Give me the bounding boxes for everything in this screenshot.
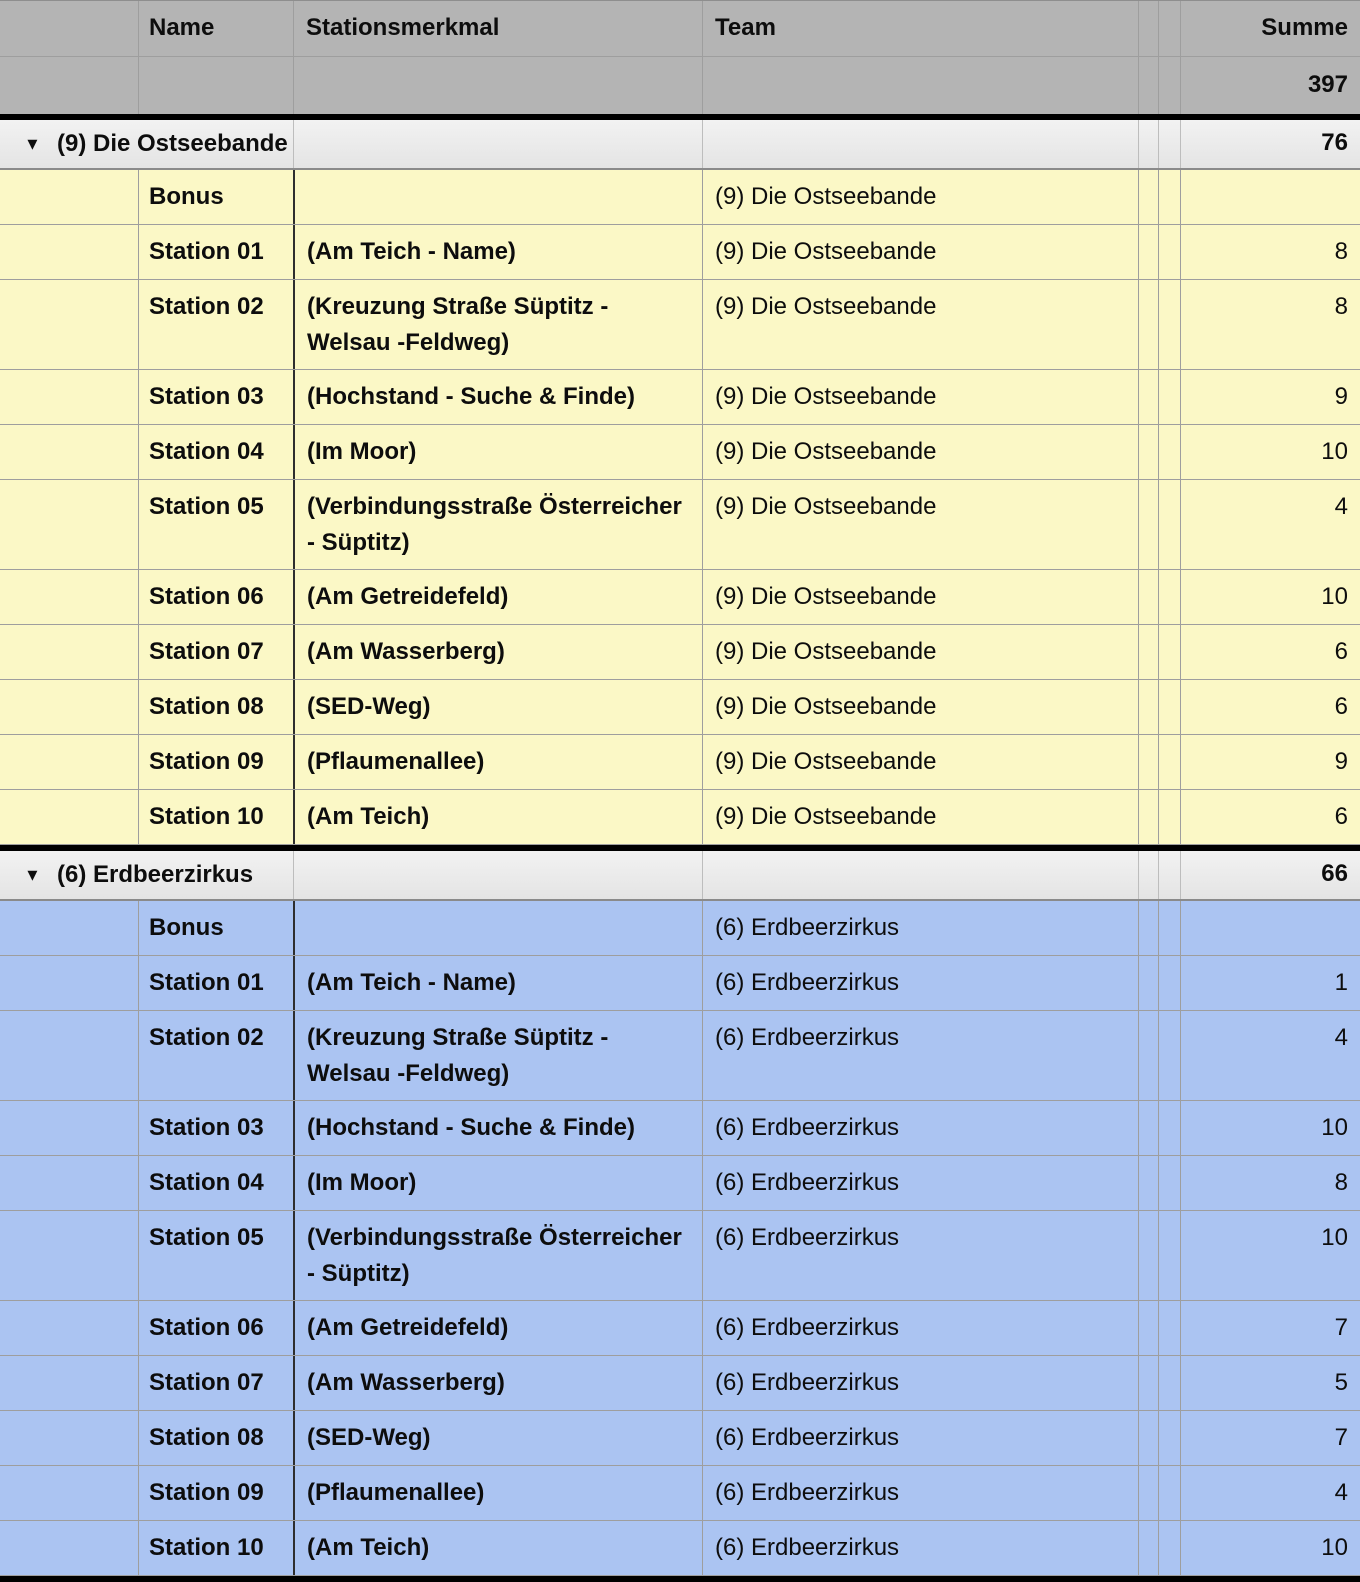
summe-cell[interactable]: 1: [1180, 956, 1360, 1010]
stationsmerkmal-cell[interactable]: (Am Teich - Name): [293, 225, 702, 279]
spacer-cell[interactable]: [1158, 570, 1180, 624]
stationsmerkmal-cell[interactable]: (Hochstand - Suche & Finde): [293, 370, 702, 424]
stationsmerkmal-cell[interactable]: (Verbindungsstraße Österreicher - Süptitz): [293, 1211, 702, 1300]
name-cell[interactable]: Station 08: [138, 1411, 293, 1465]
table-row: [0, 1356, 1360, 1411]
row-handle-cell[interactable]: [0, 425, 138, 479]
stationsmerkmal-cell[interactable]: [293, 170, 702, 224]
column-header-name[interactable]: Name: [138, 1, 293, 56]
stationsmerkmal-cell[interactable]: (Am Teich): [293, 790, 702, 844]
team-cell[interactable]: (6) Erdbeerzirkus: [702, 1411, 1138, 1465]
team-cell[interactable]: (9) Die Ostseebande: [702, 680, 1138, 734]
summe-cell[interactable]: 10: [1180, 570, 1360, 624]
stationsmerkmal-cell[interactable]: [293, 901, 702, 955]
stationsmerkmal-cell[interactable]: (Pflaumenallee): [293, 1466, 702, 1520]
summe-cell[interactable]: [1180, 901, 1360, 955]
spacer-cell[interactable]: [1158, 1356, 1180, 1410]
group-stationsmerkmal-cell[interactable]: [293, 851, 702, 899]
name-cell[interactable]: Station 01: [138, 956, 293, 1010]
name-cell[interactable]: Station 01: [138, 225, 293, 279]
summe-cell[interactable]: 4: [1180, 1011, 1360, 1100]
disclosure-triangle-icon[interactable]: ▼: [24, 865, 41, 885]
spacer-cell[interactable]: [1138, 1356, 1158, 1410]
column-header-spacer1[interactable]: [1138, 1, 1158, 56]
row-handle-cell[interactable]: [0, 1521, 138, 1575]
name-cell[interactable]: Station 09: [138, 735, 293, 789]
spacer-cell[interactable]: [1138, 1301, 1158, 1355]
stationsmerkmal-cell[interactable]: (Am Wasserberg): [293, 1356, 702, 1410]
stationsmerkmal-cell[interactable]: (Am Wasserberg): [293, 625, 702, 679]
group-spacer-cell[interactable]: [1138, 120, 1158, 168]
spacer-cell[interactable]: [1138, 170, 1158, 224]
table-header-row: [0, 1, 1360, 57]
group-spacer-cell[interactable]: [1158, 851, 1180, 899]
name-cell[interactable]: Station 05: [138, 480, 293, 569]
spacer-cell[interactable]: [1138, 225, 1158, 279]
group-header-row[interactable]: [0, 851, 1360, 901]
spacer-cell[interactable]: [1138, 370, 1158, 424]
name-cell[interactable]: Station 10: [138, 790, 293, 844]
stationsmerkmal-cell[interactable]: (Verbindungsstraße Österreicher - Süptitz): [293, 480, 702, 569]
spacer-cell[interactable]: [1138, 790, 1158, 844]
spacer-cell[interactable]: [1158, 790, 1180, 844]
column-header-spacer2[interactable]: [1158, 1, 1180, 56]
summe-cell[interactable]: 8: [1180, 1156, 1360, 1210]
group-stationsmerkmal-cell[interactable]: [293, 120, 702, 168]
team-cell[interactable]: (6) Erdbeerzirkus: [702, 956, 1138, 1010]
spacer-cell[interactable]: [1158, 480, 1180, 569]
team-cell[interactable]: (6) Erdbeerzirkus: [702, 1211, 1138, 1300]
spacer-cell[interactable]: [1158, 901, 1180, 955]
total-name-cell[interactable]: [138, 57, 293, 114]
team-cell[interactable]: (9) Die Ostseebande: [702, 425, 1138, 479]
group-sum-cell[interactable]: 76: [1180, 120, 1360, 168]
spacer-cell[interactable]: [1138, 1156, 1158, 1210]
stationsmerkmal-cell[interactable]: (SED-Weg): [293, 680, 702, 734]
group-spacer-cell[interactable]: [1138, 851, 1158, 899]
table-row: [0, 735, 1360, 790]
stationsmerkmal-cell[interactable]: (Am Teich - Name): [293, 956, 702, 1010]
group-header-row[interactable]: [0, 120, 1360, 170]
total-spacer-cell[interactable]: [1158, 57, 1180, 114]
team-cell[interactable]: (6) Erdbeerzirkus: [702, 1466, 1138, 1520]
spacer-cell[interactable]: [1158, 735, 1180, 789]
summe-cell[interactable]: 7: [1180, 1301, 1360, 1355]
stationsmerkmal-cell[interactable]: (SED-Weg): [293, 1411, 702, 1465]
name-cell[interactable]: Station 02: [138, 1011, 293, 1100]
summe-cell[interactable]: 5: [1180, 1356, 1360, 1410]
spacer-cell[interactable]: [1138, 480, 1158, 569]
summe-cell[interactable]: [1180, 170, 1360, 224]
summe-cell[interactable]: 10: [1180, 425, 1360, 479]
team-cell[interactable]: (6) Erdbeerzirkus: [702, 901, 1138, 955]
row-handle-cell[interactable]: [0, 956, 138, 1010]
row-handle-cell[interactable]: [0, 1156, 138, 1210]
stationsmerkmal-cell[interactable]: (Am Getreidefeld): [293, 1301, 702, 1355]
section-divider-bar: [0, 1576, 1360, 1582]
group-rows: [0, 170, 1360, 845]
summe-cell[interactable]: 10: [1180, 1211, 1360, 1300]
name-cell[interactable]: Station 03: [138, 370, 293, 424]
group-title-cell[interactable]: [0, 851, 293, 899]
table-row: [0, 1301, 1360, 1356]
spacer-cell[interactable]: [1158, 1411, 1180, 1465]
name-cell[interactable]: Station 05: [138, 1211, 293, 1300]
team-cell[interactable]: (6) Erdbeerzirkus: [702, 1101, 1138, 1155]
table-row: [0, 370, 1360, 425]
summe-cell[interactable]: 9: [1180, 370, 1360, 424]
table-groups-container: [0, 120, 1360, 1582]
table-row: [0, 570, 1360, 625]
team-cell[interactable]: (9) Die Ostseebande: [702, 790, 1138, 844]
group-rows: [0, 901, 1360, 1576]
spacer-cell[interactable]: [1158, 956, 1180, 1010]
team-cell[interactable]: (6) Erdbeerzirkus: [702, 1301, 1138, 1355]
team-cell[interactable]: (6) Erdbeerzirkus: [702, 1011, 1138, 1100]
table-row: [0, 1101, 1360, 1156]
column-header-summe[interactable]: Summe: [1180, 1, 1360, 56]
spacer-cell[interactable]: [1138, 1101, 1158, 1155]
group-team-cell[interactable]: [702, 851, 1138, 899]
table-row: [0, 425, 1360, 480]
column-header-row-handle[interactable]: [0, 1, 138, 56]
total-stationsmerkmal-cell[interactable]: [293, 57, 702, 114]
spacer-cell[interactable]: [1138, 680, 1158, 734]
spacer-cell[interactable]: [1158, 425, 1180, 479]
row-handle-cell[interactable]: [0, 735, 138, 789]
row-handle-cell[interactable]: [0, 570, 138, 624]
spacer-cell[interactable]: [1138, 1411, 1158, 1465]
column-header-stationsmerkmal[interactable]: Stationsmerkmal: [293, 1, 702, 56]
row-handle-cell[interactable]: [0, 370, 138, 424]
total-spacer-cell[interactable]: [1138, 57, 1158, 114]
team-cell[interactable]: (9) Die Ostseebande: [702, 735, 1138, 789]
spacer-cell[interactable]: [1138, 1466, 1158, 1520]
column-header-team[interactable]: Team: [702, 1, 1138, 56]
table-row: [0, 1211, 1360, 1301]
table-group: [0, 120, 1360, 851]
team-cell[interactable]: (9) Die Ostseebande: [702, 370, 1138, 424]
group-title: (9) Die Ostseebande: [57, 130, 288, 157]
spacer-cell[interactable]: [1138, 901, 1158, 955]
table-row: [0, 280, 1360, 370]
spacer-cell[interactable]: [1138, 625, 1158, 679]
row-handle-cell[interactable]: [0, 280, 138, 369]
group-title-cell[interactable]: [0, 120, 293, 168]
spacer-cell[interactable]: [1158, 225, 1180, 279]
table-row: [0, 901, 1360, 956]
row-handle-cell[interactable]: [0, 480, 138, 569]
team-cell[interactable]: (6) Erdbeerzirkus: [702, 1521, 1138, 1575]
name-cell[interactable]: Station 07: [138, 1356, 293, 1410]
table-row: [0, 1521, 1360, 1576]
total-summe-cell[interactable]: 397: [1180, 57, 1360, 114]
spacer-cell[interactable]: [1158, 1301, 1180, 1355]
summe-cell[interactable]: 4: [1180, 480, 1360, 569]
name-cell[interactable]: Station 04: [138, 1156, 293, 1210]
row-handle-cell[interactable]: [0, 901, 138, 955]
group-sum-cell[interactable]: 66: [1180, 851, 1360, 899]
row-handle-cell[interactable]: [0, 790, 138, 844]
name-cell[interactable]: Station 06: [138, 1301, 293, 1355]
spacer-cell[interactable]: [1158, 680, 1180, 734]
row-handle-cell[interactable]: [0, 625, 138, 679]
name-cell[interactable]: Bonus: [138, 901, 293, 955]
table-row: [0, 680, 1360, 735]
spacer-cell[interactable]: [1138, 280, 1158, 369]
group-team-cell[interactable]: [702, 120, 1138, 168]
row-handle-cell[interactable]: [0, 1466, 138, 1520]
summe-cell[interactable]: 7: [1180, 1411, 1360, 1465]
table-row: [0, 625, 1360, 680]
team-cell[interactable]: (6) Erdbeerzirkus: [702, 1156, 1138, 1210]
table-row: [0, 790, 1360, 845]
row-handle-cell[interactable]: [0, 170, 138, 224]
name-cell[interactable]: Station 03: [138, 1101, 293, 1155]
row-handle-cell[interactable]: [0, 1356, 138, 1410]
row-handle-cell[interactable]: [0, 1411, 138, 1465]
team-cell[interactable]: (9) Die Ostseebande: [702, 280, 1138, 369]
name-cell[interactable]: Bonus: [138, 170, 293, 224]
summe-cell[interactable]: 6: [1180, 790, 1360, 844]
team-cell[interactable]: (9) Die Ostseebande: [702, 625, 1138, 679]
name-cell[interactable]: Station 10: [138, 1521, 293, 1575]
stationsmerkmal-cell[interactable]: (Kreuzung Straße Süptitz - Welsau -Feldweg): [293, 1011, 702, 1100]
stationsmerkmal-cell[interactable]: (Am Getreidefeld): [293, 570, 702, 624]
spacer-cell[interactable]: [1138, 1011, 1158, 1100]
row-handle-cell[interactable]: [0, 225, 138, 279]
row-handle-cell[interactable]: [0, 1101, 138, 1155]
group-spacer-cell[interactable]: [1158, 120, 1180, 168]
table-row: [0, 225, 1360, 280]
spacer-cell[interactable]: [1158, 280, 1180, 369]
table-row: [0, 1466, 1360, 1521]
team-cell[interactable]: (9) Die Ostseebande: [702, 225, 1138, 279]
stationsmerkmal-cell[interactable]: (Im Moor): [293, 425, 702, 479]
row-handle-cell[interactable]: [0, 1301, 138, 1355]
disclosure-triangle-icon[interactable]: ▼: [24, 134, 41, 154]
name-cell[interactable]: Station 04: [138, 425, 293, 479]
group-title: (6) Erdbeerzirkus: [57, 861, 254, 888]
stationsmerkmal-cell[interactable]: (Kreuzung Straße Süptitz - Welsau -Feldweg): [293, 280, 702, 369]
summe-cell[interactable]: 4: [1180, 1466, 1360, 1520]
spacer-cell[interactable]: [1138, 425, 1158, 479]
table-row: [0, 1411, 1360, 1466]
team-cell[interactable]: (6) Erdbeerzirkus: [702, 1356, 1138, 1410]
table-group: [0, 851, 1360, 1582]
spacer-cell[interactable]: [1158, 1156, 1180, 1210]
name-cell[interactable]: Station 06: [138, 570, 293, 624]
spacer-cell[interactable]: [1138, 1211, 1158, 1300]
spacer-cell[interactable]: [1158, 1101, 1180, 1155]
table-row: [0, 170, 1360, 225]
summe-cell[interactable]: 10: [1180, 1101, 1360, 1155]
spacer-cell[interactable]: [1158, 170, 1180, 224]
row-handle-cell[interactable]: [0, 680, 138, 734]
spacer-cell[interactable]: [1158, 1011, 1180, 1100]
name-cell[interactable]: Station 09: [138, 1466, 293, 1520]
table-row: [0, 480, 1360, 570]
row-handle-cell[interactable]: [0, 1211, 138, 1300]
total-team-cell[interactable]: [702, 57, 1138, 114]
summe-cell[interactable]: 8: [1180, 280, 1360, 369]
spacer-cell[interactable]: [1138, 956, 1158, 1010]
summe-cell[interactable]: 8: [1180, 225, 1360, 279]
stationsmerkmal-cell[interactable]: (Am Teich): [293, 1521, 702, 1575]
spacer-cell[interactable]: [1158, 370, 1180, 424]
summe-cell[interactable]: 10: [1180, 1521, 1360, 1575]
total-row-handle-cell[interactable]: [0, 57, 138, 114]
team-cell[interactable]: (9) Die Ostseebande: [702, 170, 1138, 224]
team-cell[interactable]: (9) Die Ostseebande: [702, 480, 1138, 569]
summe-cell[interactable]: 6: [1180, 680, 1360, 734]
row-handle-cell[interactable]: [0, 1011, 138, 1100]
spacer-cell[interactable]: [1138, 570, 1158, 624]
summe-cell[interactable]: 6: [1180, 625, 1360, 679]
spacer-cell[interactable]: [1158, 1211, 1180, 1300]
stationsmerkmal-cell[interactable]: (Im Moor): [293, 1156, 702, 1210]
table-row: [0, 1011, 1360, 1101]
team-cell[interactable]: (9) Die Ostseebande: [702, 570, 1138, 624]
spacer-cell[interactable]: [1158, 625, 1180, 679]
spacer-cell[interactable]: [1158, 1466, 1180, 1520]
name-cell[interactable]: Station 08: [138, 680, 293, 734]
spacer-cell[interactable]: [1158, 1521, 1180, 1575]
table-row: [0, 956, 1360, 1011]
stationsmerkmal-cell[interactable]: (Hochstand - Suche & Finde): [293, 1101, 702, 1155]
summe-cell[interactable]: 9: [1180, 735, 1360, 789]
stationsmerkmal-cell[interactable]: (Pflaumenallee): [293, 735, 702, 789]
table-total-row: [0, 57, 1360, 114]
spacer-cell[interactable]: [1138, 1521, 1158, 1575]
name-cell[interactable]: Station 02: [138, 280, 293, 369]
name-cell[interactable]: Station 07: [138, 625, 293, 679]
table-row: [0, 1156, 1360, 1211]
spacer-cell[interactable]: [1138, 735, 1158, 789]
